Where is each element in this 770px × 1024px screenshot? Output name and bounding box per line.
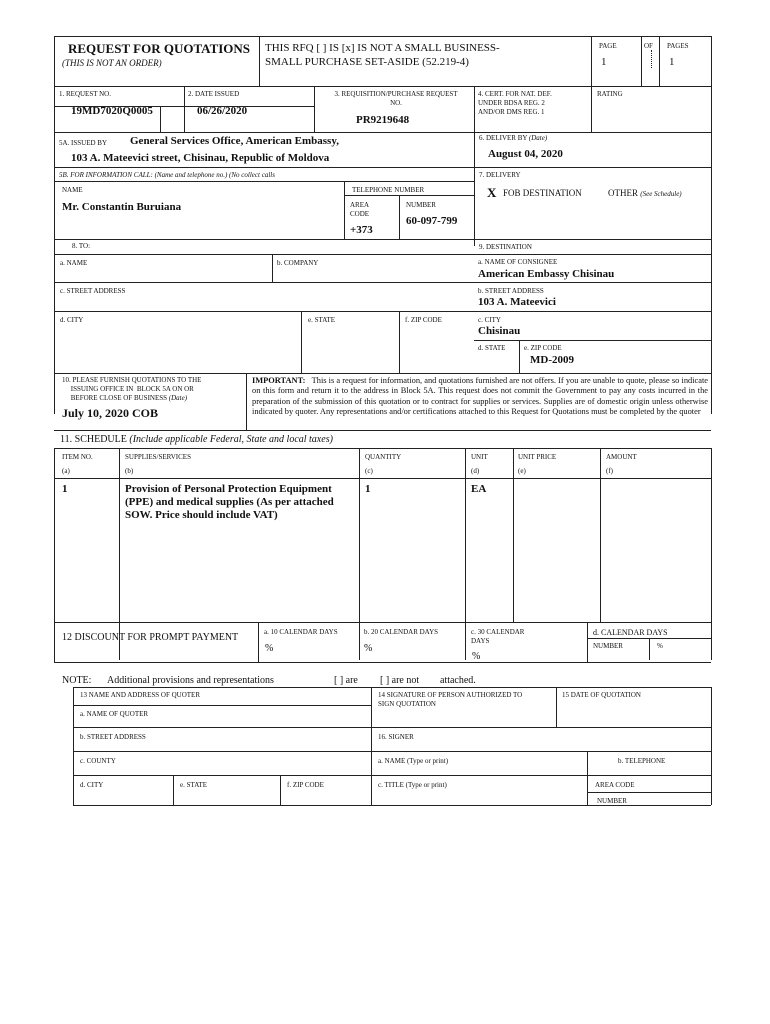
discount-calendar-percent[interactable]: % <box>657 642 663 650</box>
discount-30-days-percent[interactable]: % <box>472 651 481 662</box>
discount-30-days-label: c. 30 CALENDAR DAYS <box>471 628 525 645</box>
requisition-no[interactable]: PR9219648 <box>356 114 410 126</box>
to-name-label: a. NAME <box>60 259 88 267</box>
dest-zip[interactable]: MD-2009 <box>530 354 574 366</box>
request-no[interactable]: 19MD7020Q0005 <box>71 105 153 117</box>
col-item-label: ITEM NO. <box>62 453 93 461</box>
important-notice: IMPORTANT: This is a request for information, and quotations furnished are not offers. If you are unable to quote, please so indicate on this form and return it to the address in Block 5A. This request does not commit the Government to pay any costs incurred in the preparation of the submission of this quotation or to contract for supplies or services. Supplies are of domestic origin unless otherwise indicated by quoter. Any representations and/or certifications attached to this Request for Quotations must be completed by the quoter <box>252 376 708 417</box>
discount-20-days-percent[interactable]: % <box>364 643 373 654</box>
col-quantity-sub: (c) <box>365 467 373 475</box>
phone-number[interactable]: 60-097-799 <box>406 215 458 227</box>
signer-number-label: NUMBER <box>597 797 627 805</box>
col-unit-label: UNIT <box>471 453 488 461</box>
fob-checkbox[interactable]: X <box>487 185 497 200</box>
to-company-label: b. COMPANY <box>277 259 319 267</box>
contact-name[interactable]: Mr. Constantin Buruiana <box>62 201 182 213</box>
date-issued[interactable]: 06/26/2020 <box>197 105 248 117</box>
to-city-label: d. CITY <box>60 316 84 324</box>
to-label: 8. TO: <box>72 242 91 250</box>
note-label: NOTE: <box>62 675 92 686</box>
requisition-label: 3. REQUISITION/PURCHASE REQUEST NO. <box>334 90 458 107</box>
deliver-by-date[interactable]: August 04, 2020 <box>488 148 563 160</box>
dest-city-label: c. CITY <box>478 316 501 324</box>
col-supplies-sub: (b) <box>125 467 134 475</box>
form-title: REQUEST FOR QUOTATIONS <box>68 41 251 56</box>
signer-title-label: c. TITLE (Type or print) <box>378 781 447 789</box>
col-amount-label: AMOUNT <box>606 453 637 461</box>
col-item-sub: (a) <box>62 467 70 475</box>
deliver-by-label: 6. DELIVER BY (Date) <box>479 134 548 142</box>
table-row-unit[interactable]: EA <box>471 483 487 495</box>
col-quantity-label: QUANTITY <box>365 453 402 461</box>
number-label: NUMBER <box>406 201 436 209</box>
dest-state-label: d. STATE <box>478 344 506 352</box>
discount-calendar-days-label: d. CALENDAR DAYS <box>593 628 668 637</box>
issued-by-label: 5A. ISSUED BY <box>59 139 108 147</box>
date-issued-label: 2. DATE ISSUED <box>188 90 240 98</box>
signer-telephone-label: b. TELEPHONE <box>618 757 666 765</box>
quoter-state-label: e. STATE <box>180 781 208 789</box>
quoter-city-label: d. CITY <box>80 781 104 789</box>
form-subtitle: (THIS IS NOT AN ORDER) <box>62 58 162 68</box>
area-code-label: AREA CODE <box>350 201 370 218</box>
of-label: OF <box>644 42 653 50</box>
consignee-name[interactable]: American Embassy Chisinau <box>478 268 615 280</box>
quoter-label: 13 NAME AND ADDRESS OF QUOTER <box>80 691 200 699</box>
dest-street[interactable]: 103 A. Mateevici <box>478 296 556 308</box>
small-business-line1: THIS RFQ [ ] IS [x] IS NOT A SMALL BUSINESS- <box>265 42 500 54</box>
col-unit-price-sub: (e) <box>518 467 526 475</box>
furnish-label: 10. PLEASE FURNISH QUOTATIONS TO THE ISSUING OFFICE IN BLOCK 5A ON OR BEFORE CLOSE OF BUSINESS (Date) <box>62 376 202 402</box>
telephone-label: TELEPHONE NUMBER <box>352 186 425 194</box>
to-state-label: e. STATE <box>308 316 336 324</box>
note-are-checkbox[interactable]: [ ] are <box>334 675 358 686</box>
note-attached: attached. <box>440 675 476 686</box>
destination-label: 9. DESTINATION <box>479 243 532 251</box>
signer-area-code-label: AREA CODE <box>595 781 635 789</box>
col-unit-price-label: UNIT PRICE <box>518 453 557 461</box>
col-amount-sub: (f) <box>606 467 613 475</box>
contact-name-label: NAME <box>62 186 83 194</box>
cert-label: 4. CERT. FOR NAT. DEF. UNDER BDSA REG. 2 AND/OR DMS REG. 1 <box>478 90 552 116</box>
pages-value[interactable]: 1 <box>669 56 675 68</box>
small-business-line2: SMALL PURCHASE SET-ASIDE (52.219-4) <box>265 56 469 68</box>
quoter-name-label: a. NAME OF QUOTER <box>80 710 149 718</box>
page-value[interactable]: 1 <box>601 56 607 68</box>
table-row-description[interactable]: Provision of Personal Protection Equipment (PPE) and medical supplies (As per attached SOW. Price should include VAT) <box>125 483 334 521</box>
table-row-item-no[interactable]: 1 <box>62 483 68 495</box>
issued-by-line2[interactable]: 103 A. Mateevici street, Chisinau, Republic of Moldova <box>71 152 330 164</box>
quoter-zip-label: f. ZIP CODE <box>287 781 324 789</box>
info-call-label: 5B. FOR INFORMATION CALL: (Name and telephone no.) (No collect calls <box>59 171 275 179</box>
request-no-label: 1. REQUEST NO. <box>59 90 111 98</box>
consignee-label: a. NAME OF CONSIGNEE <box>478 258 558 266</box>
discount-20-days-label: b. 20 CALENDAR DAYS <box>364 628 439 636</box>
table-row-quantity[interactable]: 1 <box>365 483 371 495</box>
dest-zip-label: e. ZIP CODE <box>524 344 562 352</box>
quotation-due-date[interactable]: July 10, 2020 COB <box>62 406 159 420</box>
to-street-label: c. STREET ADDRESS <box>60 287 126 295</box>
discount-10-days-percent[interactable]: % <box>265 643 274 654</box>
signer-label: 16. SIGNER <box>378 733 414 741</box>
discount-label: 12 DISCOUNT FOR PROMPT PAYMENT <box>62 632 239 643</box>
other-label: OTHER (See Schedule) <box>608 188 682 198</box>
issued-by-line1[interactable]: General Services Office, American Embassy, <box>130 135 339 147</box>
signature-label: 14 SIGNATURE OF PERSON AUTHORIZED TO SIGN QUOTATION <box>378 691 523 708</box>
col-unit-sub: (d) <box>471 467 480 475</box>
fob-destination-label: FOB DESTINATION <box>503 188 582 198</box>
pages-label: PAGES <box>667 42 689 50</box>
note-text: Additional provisions and representations <box>107 675 274 686</box>
col-supplies-label: SUPPLIES/SERVICES <box>125 453 191 461</box>
note-are-not-checkbox[interactable]: [ ] are not <box>380 675 420 686</box>
quoter-street-label: b. STREET ADDRESS <box>80 733 146 741</box>
rating-label: RATING <box>597 90 623 98</box>
area-code[interactable]: +373 <box>350 224 373 236</box>
delivery-label: 7. DELIVERY <box>479 171 521 179</box>
to-zip-label: f. ZIP CODE <box>405 316 442 324</box>
page-label: PAGE <box>599 42 617 50</box>
dest-city[interactable]: Chisinau <box>478 325 521 337</box>
signer-name-label: a. NAME (Type or print) <box>378 757 449 765</box>
dest-street-label: b. STREET ADDRESS <box>478 287 544 295</box>
quotation-date-label: 15 DATE OF QUOTATION <box>562 691 641 699</box>
discount-10-days-label: a. 10 CALENDAR DAYS <box>264 628 338 636</box>
quoter-county-label: c. COUNTY <box>80 757 116 765</box>
schedule-title: 11. SCHEDULE (Include applicable Federal, State and local taxes) <box>60 434 333 445</box>
discount-number-label: NUMBER <box>593 642 623 650</box>
